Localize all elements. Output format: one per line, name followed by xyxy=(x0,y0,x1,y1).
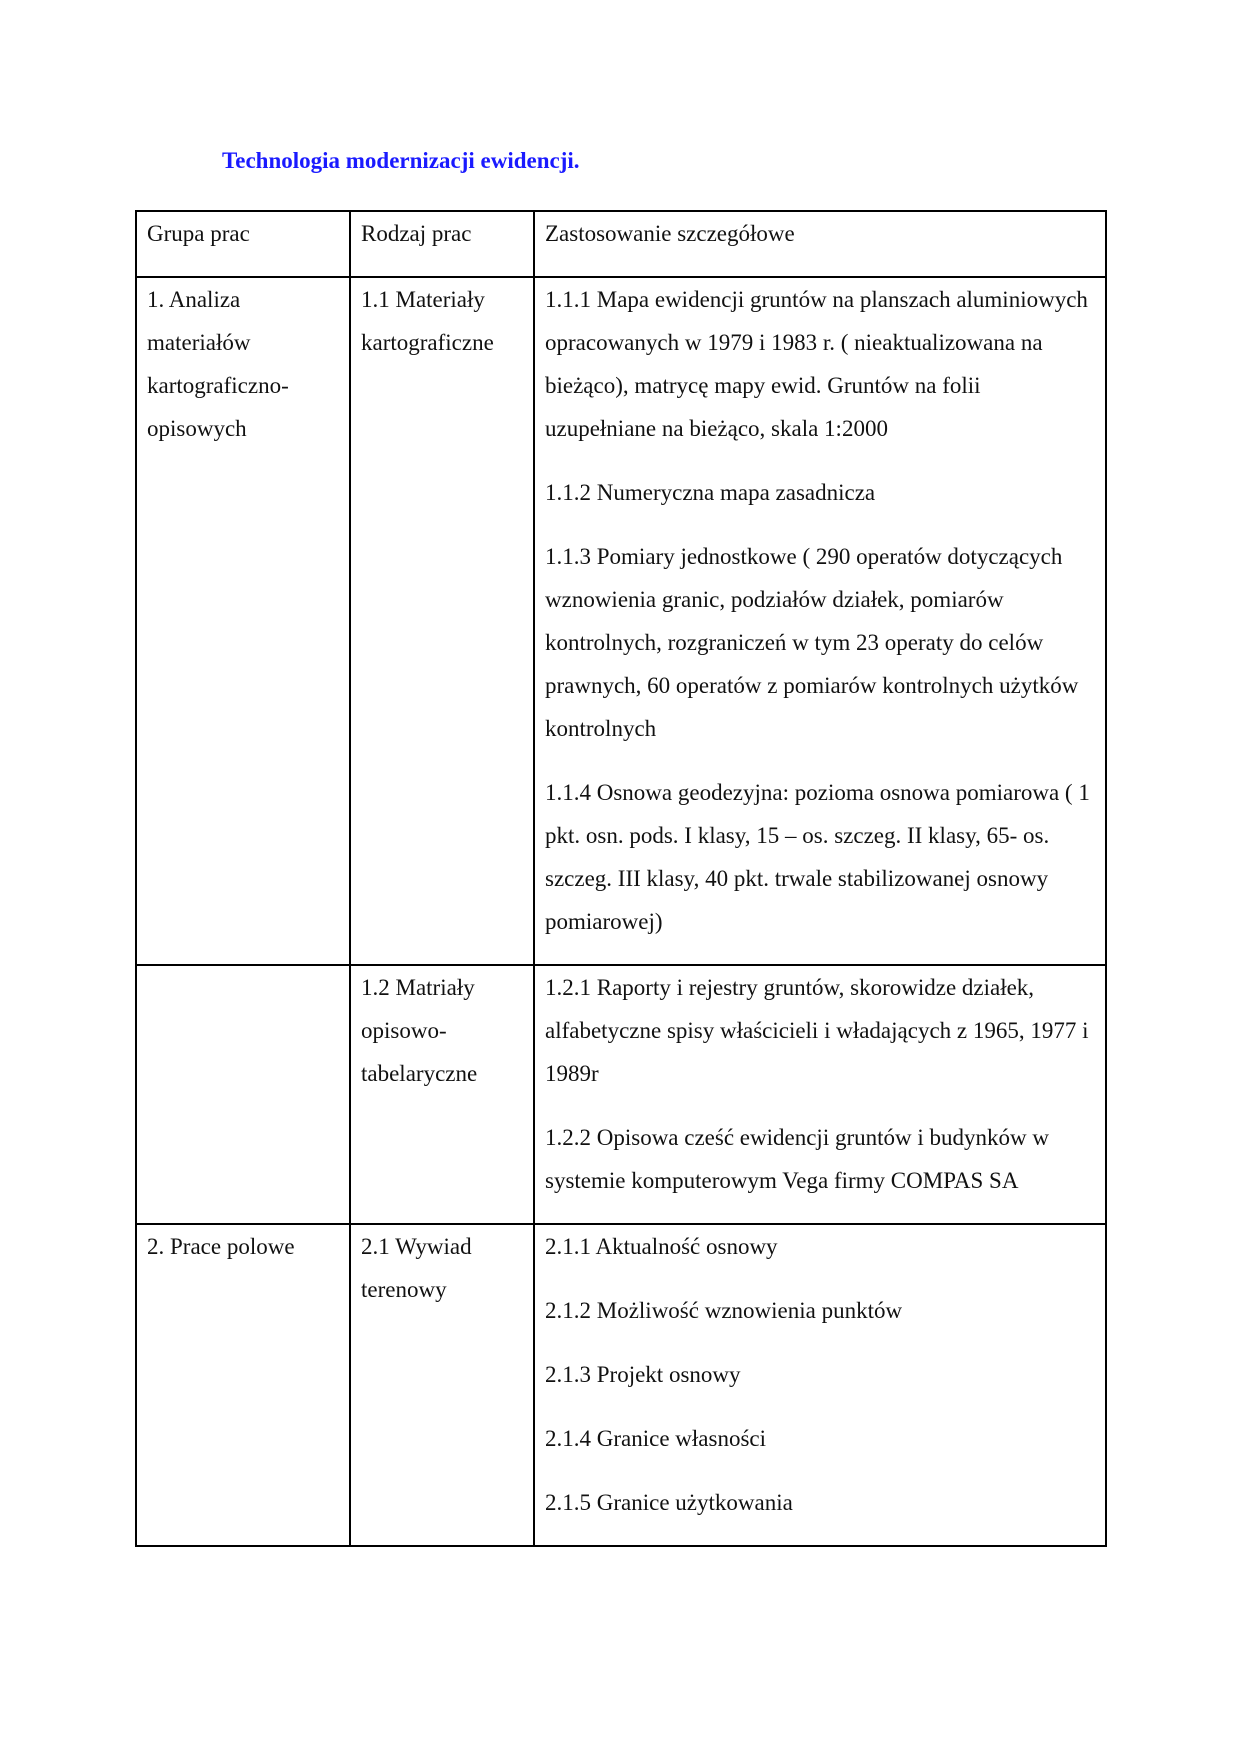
table-header-row xyxy=(136,211,1106,277)
table-row xyxy=(136,1224,1106,1546)
type-label: 1.1 Materiały kartograficzne xyxy=(361,287,494,355)
group-cell xyxy=(136,277,350,965)
group-cell xyxy=(136,965,350,1224)
detail-item: 1.1.3 Pomiary jednostkowe ( 290 operatów dotyczących wznowienia granic, podziałów działek, pomiarów kontrolnych, rozgraniczeń w tym 23 operaty do celów prawnych, 60 operatów z pomiarów kontrolnych użytków kontrolnych xyxy=(545,544,1079,741)
type-label: 2.1 Wywiad terenowy xyxy=(361,1234,472,1302)
group-cell xyxy=(136,1224,350,1546)
work-table xyxy=(135,210,1107,1547)
type-cell xyxy=(350,1224,534,1546)
header-cell-details xyxy=(534,211,1106,277)
detail-item: 1.2.2 Opisowa cześć ewidencji gruntów i budynków w systemie komputerowym Vega firmy COMPAS SA xyxy=(545,1125,1049,1193)
details-cell xyxy=(534,965,1106,1224)
table-row xyxy=(136,965,1106,1224)
header-label: Zastosowanie szczegółowe xyxy=(545,221,795,246)
header-label: Grupa prac xyxy=(147,221,250,246)
detail-item: 2.1.5 Granice użytkowania xyxy=(545,1490,793,1515)
details-cell xyxy=(534,1224,1106,1546)
type-label: 1.2 Matriały opisowo-tabelaryczne xyxy=(361,975,478,1086)
group-label: 2. Prace polowe xyxy=(147,1234,295,1259)
header-label: Rodzaj prac xyxy=(361,221,472,246)
detail-item: 1.1.1 Mapa ewidencji gruntów na planszach aluminiowych opracowanych w 1979 i 1983 r. ( nieaktualizowana na bieżąco), matrycę mapy ewid. Gruntów na folii uzupełniane na bieżąco, skala 1:2000 xyxy=(545,287,1088,441)
header-cell-type xyxy=(350,211,534,277)
page-title: Technologia modernizacji ewidencji. xyxy=(222,148,580,173)
detail-item: 2.1.2 Możliwość wznowienia punktów xyxy=(545,1298,903,1323)
table-row xyxy=(136,277,1106,965)
detail-item: 2.1.1 Aktualność osnowy xyxy=(545,1234,778,1259)
type-cell xyxy=(350,965,534,1224)
detail-item: 1.2.1 Raporty i rejestry gruntów, skorowidze działek, alfabetyczne spisy właścicieli i władających z 1965, 1977 i 1989r xyxy=(545,975,1089,1086)
detail-item: 2.1.4 Granice własności xyxy=(545,1426,766,1451)
group-label: 1. Analiza materiałów kartograficzno-opisowych xyxy=(147,287,289,441)
detail-item: 2.1.3 Projekt osnowy xyxy=(545,1362,741,1387)
header-cell-group xyxy=(136,211,350,277)
type-cell xyxy=(350,277,534,965)
detail-item: 1.1.4 Osnowa geodezyjna: pozioma osnowa pomiarowa ( 1 pkt. osn. pods. I klasy, 15 – os. szczeg. II klasy, 65- os. szczeg. III klasy, 40 pkt. trwale stabilizowanej osnowy pomiarowej) xyxy=(545,780,1090,934)
details-cell xyxy=(534,277,1106,965)
detail-item: 1.1.2 Numeryczna mapa zasadnicza xyxy=(545,480,876,505)
